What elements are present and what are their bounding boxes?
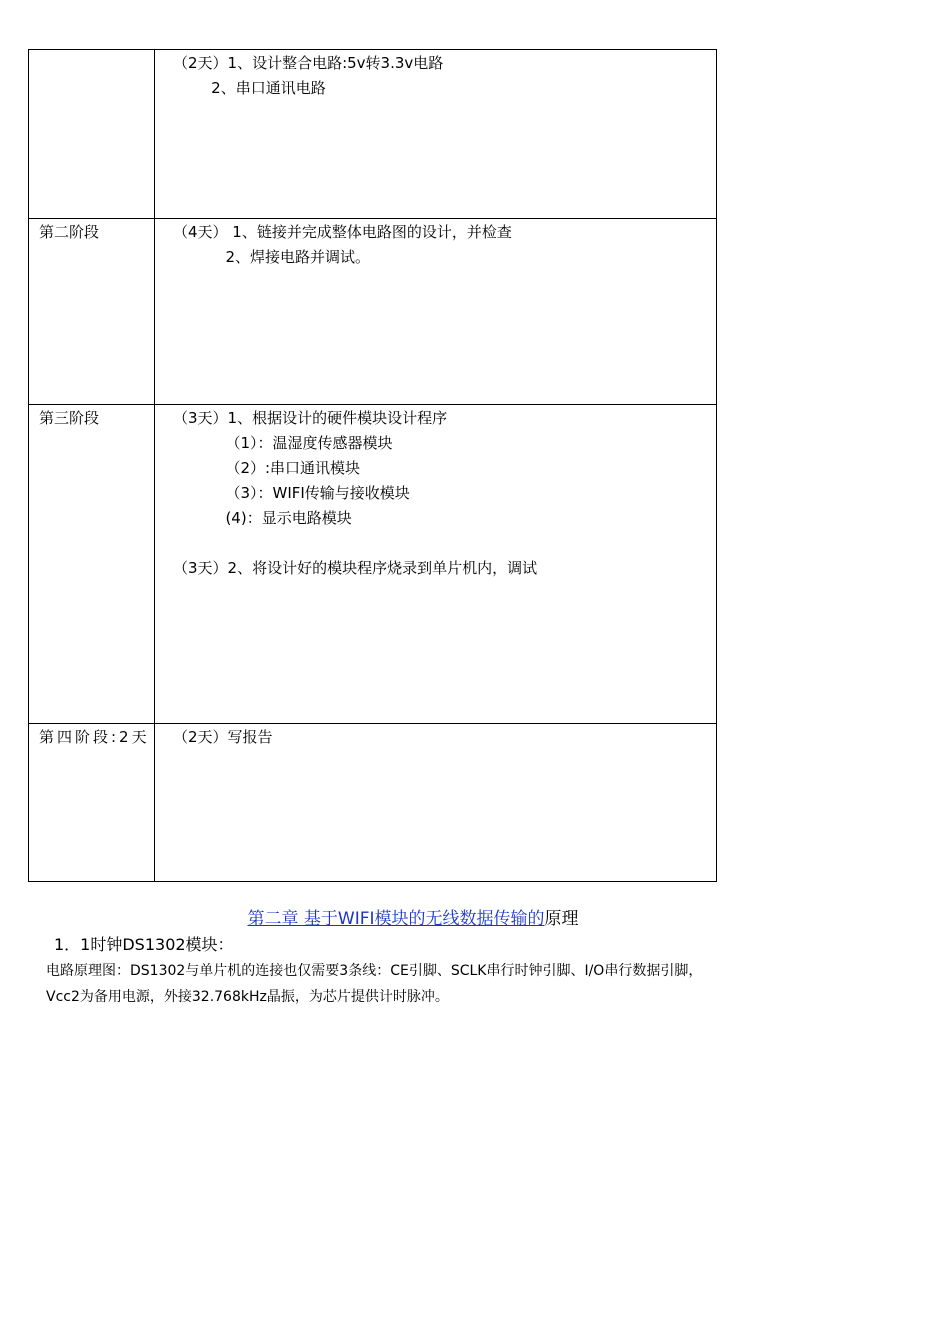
chapter-heading (0, 906, 826, 932)
table-row (29, 50, 717, 219)
content-line: （3）：WIFI传输与接收模块 (173, 484, 410, 502)
content-line: 2、串口通讯电路 (173, 79, 326, 97)
stage-cell (29, 219, 155, 405)
stage-label: 第二阶段 (39, 223, 100, 241)
table-row (29, 724, 717, 882)
section-title: 1．1时钟DS1302模块： (54, 935, 234, 954)
stage-cell (29, 405, 155, 724)
stage-cell (29, 724, 155, 882)
content-line: （3天）1、根据设计的硬件模块设计程序 (173, 409, 448, 427)
content-cell (155, 50, 717, 219)
schedule-table (28, 49, 717, 882)
table-row (29, 405, 717, 724)
content-line: (4)：显示电路模块 (173, 509, 352, 527)
stage-cell (29, 50, 155, 219)
content-line: （3天）2、将设计好的模块程序烧录到单片机内，调试 (173, 559, 538, 577)
stage-label: 第三阶段 (39, 409, 100, 427)
body-paragraph (46, 958, 936, 1010)
chapter-link[interactable]: 第二章 基于WIFI模块的无线数据传输的 (247, 909, 545, 929)
content-cell (155, 724, 717, 882)
content-cell (155, 405, 717, 724)
content-line: 2、焊接电路并调试。 (173, 248, 370, 266)
chapter-heading-rest: 原理 (544, 909, 579, 929)
table-row (29, 219, 717, 405)
content-line: （2天）写报告 (173, 728, 273, 746)
content-line: （2）:串口通讯模块 (173, 459, 361, 477)
content-cell (155, 219, 717, 405)
paragraph-line: Vcc2为备用电源，外接32.768kHz晶振，为芯片提供计时脉冲。 (46, 989, 449, 1005)
blank-line (173, 531, 716, 556)
paragraph-line: 电路原理图：DS1302与单片机的连接也仅需要3条线：CE引脚、SCLK串行时钟引脚、I/O串行数据引脚， (46, 963, 703, 979)
content-line: （1）：温湿度传感器模块 (173, 434, 393, 452)
content-line: （4天） 1、链接并完成整体电路图的设计，并检查 (173, 223, 512, 241)
content-line: （2天）1、设计整合电路:5v转3.3v电路 (173, 54, 444, 72)
stage-label: 第四阶段:2天 (39, 728, 150, 746)
